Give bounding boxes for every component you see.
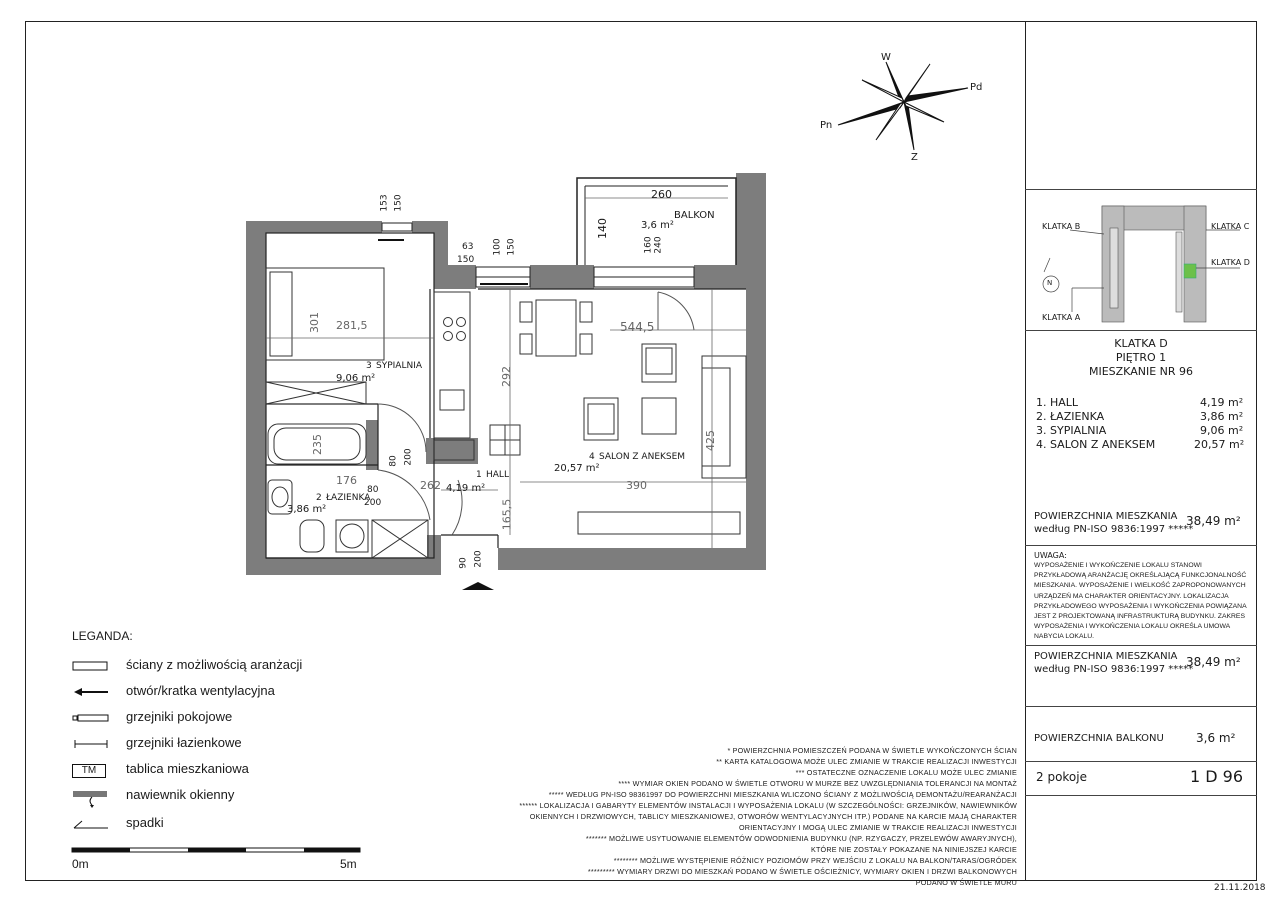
info-mieszkanie: MIESZKANIE NR 96 bbox=[1088, 365, 1194, 378]
footnote: ********* WYMIARY DRZWI DO MIESZKAŃ PODANO W ŚWIETLE OŚCIEŻNICY, WYMIARY OKIEN I DRZWI BALKONOWYCH bbox=[587, 867, 1017, 876]
scale-bar bbox=[72, 848, 360, 852]
balkon-area: 3,6 m² bbox=[641, 220, 674, 231]
legend-label: spadki bbox=[126, 815, 164, 830]
room-area: 4,19 m² bbox=[1200, 396, 1244, 409]
key-plan-leaders bbox=[1043, 230, 1240, 312]
door-dim: 200 bbox=[403, 448, 414, 466]
room-label: 4. SALON Z ANEKSEM bbox=[1036, 438, 1156, 451]
bath-dim: 235 bbox=[311, 434, 324, 455]
radiator-icon bbox=[72, 711, 110, 725]
keyplan-klatka-a: KLATKA A bbox=[1042, 313, 1081, 322]
entry-arrow bbox=[462, 582, 494, 590]
footnote: **** WYMIAR OKIEN PODANO W ŚWIETLE OTWORU W MURZE BEZ UWZGLĘDNIANIA TOLERANCJI NA MONTAŻ bbox=[618, 779, 1017, 788]
pow1-title: POWIERZCHNIA MIESZKANIA bbox=[1034, 511, 1178, 522]
balkon-value: 3,6 m² bbox=[1196, 731, 1236, 745]
salon-name: SALON Z ANEKSEM bbox=[599, 452, 686, 462]
legend-label: otwór/kratka wentylacyjna bbox=[126, 683, 275, 698]
window-dim: 153 bbox=[379, 194, 390, 212]
uwaga-text: WYPOSAŻENIE I WYKOŃCZENIE LOKALU STANOWI PRZYKŁADOWĄ ARANŻACJĘ OKREŚLAJĄCĄ FUNKCJONALNOŚĆ MIESZKANIA. WYPOSAŻENIE I WIELKOŚĆ ZAPROPONOWANYCH URZĄDZEŃ MA CHARAKTER ORIENTACYJNY. LOKALIZACJA PRZYKŁADOWEGO WYPOSAŻENIA I WYKOŃCZENIA POWIĄZANA JEST Z PROJEKTOWANĄ INFRASTRUKTURĄ BUDYNKU. ZAKRES WYPOSAŻENIA I WYKOŃCZENIA LOKALU OKREŚLA UMOWA NABYCIA LOKALU. bbox=[1034, 562, 1247, 641]
window-dim: 150 bbox=[506, 238, 517, 256]
balkon-dim: 240 bbox=[653, 236, 664, 254]
bed-dim: 281,5 bbox=[336, 319, 368, 332]
hall-area: 4,19 m² bbox=[446, 483, 486, 494]
bathroom-radiator-icon bbox=[72, 737, 110, 751]
bed-area: 9,06 m² bbox=[336, 373, 376, 384]
info-klatka: KLATKA D bbox=[1114, 337, 1168, 350]
bath-dim: 176 bbox=[336, 474, 357, 487]
bath-area: 3,86 m² bbox=[287, 504, 327, 515]
window-dim: 63 bbox=[462, 242, 474, 252]
scale-end: 5m bbox=[340, 857, 357, 871]
compass-rose bbox=[838, 62, 968, 150]
footnote: ** KARTA KATALOGOWA MOŻE ULEC ZMIANIE W TRAKCIE REALIZACJI INWESTYCJI bbox=[716, 757, 1017, 766]
pow1-sub: według PN-ISO 9836:1997 ***** bbox=[1034, 524, 1194, 535]
bed-name: SYPIALNIA bbox=[376, 361, 423, 371]
balkon-title: POWIERZCHNIA BALKONU bbox=[1034, 733, 1164, 744]
wall-icon bbox=[72, 659, 110, 673]
hall-name: HALL bbox=[486, 470, 509, 480]
room-area: 3,86 m² bbox=[1200, 410, 1244, 423]
window-dim: 100 bbox=[492, 238, 503, 256]
bath-name: ŁAZIENKA bbox=[326, 493, 371, 503]
key-plan bbox=[1102, 206, 1206, 322]
bath-num: 2 bbox=[316, 493, 322, 503]
compass-pd: Pd bbox=[970, 82, 983, 93]
scale-start: 0m bbox=[72, 857, 89, 871]
keyplan-klatka-d: KLATKA D bbox=[1211, 258, 1250, 267]
room-area: 20,57 m² bbox=[1194, 438, 1245, 451]
trickle-vent-icon bbox=[72, 789, 110, 803]
pow2-sub: według PN-ISO 9836:1997 ***** bbox=[1034, 664, 1194, 675]
salon-area: 20,57 m² bbox=[554, 463, 600, 474]
footnote: * POWIERZCHNIA POMIESZCZEŃ PODANA W ŚWIETLE WYKOŃCZONYCH ŚCIAN bbox=[727, 746, 1017, 755]
balkon-dim: 160 bbox=[643, 236, 654, 254]
door-dim: 80 bbox=[367, 485, 379, 495]
balkon-label: BALKON bbox=[674, 210, 715, 221]
bed-dim: 301 bbox=[308, 312, 321, 333]
apartment-code: 1 D 96 bbox=[1190, 767, 1244, 786]
compass-w: W bbox=[881, 52, 891, 63]
compass-z: Z bbox=[911, 152, 918, 163]
room-label: 3. SYPIALNIA bbox=[1036, 424, 1107, 437]
salon-dim: 390 bbox=[626, 479, 647, 492]
entry-dim: 200 bbox=[473, 550, 484, 568]
tm-icon: TM bbox=[72, 764, 106, 778]
slope-icon bbox=[72, 817, 110, 831]
balkon-depth: 140 bbox=[596, 218, 609, 239]
legend-label: grzejniki pokojowe bbox=[126, 709, 233, 724]
footnote: ***** WEDŁUG PN-ISO 98361997 DO POWIERZCHNI MIESZKANIA WLICZONO ŚCIANY Z MOŻLIWOŚCIĄ DEMONTAŻU/REARANŻACJI bbox=[548, 790, 1017, 799]
keyplan-klatka-b: KLATKA B bbox=[1042, 222, 1081, 231]
footnote: KTÓRE NIE ZOSTAŁY POKAZANE NA NINIEJSZEJ KARCIE bbox=[810, 845, 1017, 854]
entry-dim: 90 bbox=[458, 557, 469, 569]
legend-title: LEGANDA: bbox=[72, 629, 133, 643]
footnote: ORIENTACYJNY I MOGĄ ULEC ZMIANIE W TRAKCIE REALIZACJI INWESTYCJI bbox=[739, 823, 1017, 832]
salon-dim: 544,5 bbox=[620, 320, 655, 334]
salon-num: 4 bbox=[589, 452, 595, 462]
pow2-title: POWIERZCHNIA MIESZKANIA bbox=[1034, 651, 1178, 662]
date: 21.11.2018 bbox=[1214, 883, 1266, 893]
footnote: ****** LOKALIZACJA I GABARYTY ELEMENTÓW INSTALACJI I WYPOSAŻENIA LOKALU (W SZCZEGÓLNOŚCI: GRZEJNIKÓW, NAWIEWNIKÓW bbox=[519, 801, 1017, 810]
bathroom-fixtures bbox=[268, 424, 428, 558]
keyplan-north: N bbox=[1047, 279, 1053, 287]
compass-pn: Pn bbox=[820, 120, 833, 131]
door-dim: 200 bbox=[364, 498, 382, 508]
bed-num: 3 bbox=[366, 361, 372, 371]
footnote: *** OSTATECZNE OZNACZENIE LOKALU MOŻE ULEC ZMIANIE bbox=[795, 768, 1017, 777]
kitchen-dim: 292 bbox=[500, 366, 513, 387]
uwaga-title: UWAGA: bbox=[1034, 551, 1067, 560]
room-label: 1. HALL bbox=[1036, 396, 1079, 409]
footnote: ******** MOŻLIWE WYSTĘPIENIE RÓŻNICY POZIOMÓW PRZY WEJŚCIU Z LOKALU NA BALKON/TARAS/OGRÓDEK bbox=[613, 856, 1017, 865]
room-label: 2. ŁAZIENKA bbox=[1036, 410, 1105, 423]
legend-label: ściany z możliwością aranżacji bbox=[126, 657, 303, 672]
pow2-value: 38,49 m² bbox=[1186, 655, 1241, 669]
door-dim: 80 bbox=[388, 455, 399, 467]
vent-icon bbox=[72, 685, 110, 699]
legend-label: nawiewnik okienny bbox=[126, 787, 235, 802]
footnote: OKIENNYCH I DRZWIOWYCH, TABLICY MIESZKANIOWEJ, OTWORÓW WENTYLACYJNYCH ITP.) PODANE NA KARCIE MAJĄ CHARAKTER bbox=[529, 812, 1017, 821]
room-area: 9,06 m² bbox=[1200, 424, 1244, 437]
keyplan-klatka-c: KLATKA C bbox=[1211, 222, 1250, 231]
pow1-value: 38,49 m² bbox=[1186, 514, 1241, 528]
legend-label: grzejniki łazienkowe bbox=[126, 735, 242, 750]
legend-label: tablica mieszkaniowa bbox=[126, 761, 249, 776]
balkon-width: 260 bbox=[651, 188, 672, 201]
window-dim: 150 bbox=[393, 194, 404, 212]
salon-dim: 425 bbox=[704, 430, 717, 451]
hall-num: 1 bbox=[476, 470, 482, 480]
pokoje-count: 2 pokoje bbox=[1036, 770, 1087, 784]
window-dim: 150 bbox=[457, 255, 475, 265]
hall-dim: 262 bbox=[420, 479, 441, 492]
info-pietro: PIĘTRO 1 bbox=[1115, 351, 1167, 364]
hall-dim: 165,5 bbox=[500, 498, 514, 531]
footnote: ******* MOŻLIWE USYTUOWANIE ELEMENTÓW ODWODNIENIA BUDYNKU (NP. RZYGACZY, PRZELEWÓW AWARYJNYCH), bbox=[585, 834, 1017, 843]
footnote: PODANO W ŚWIETLE MURU bbox=[915, 878, 1017, 887]
